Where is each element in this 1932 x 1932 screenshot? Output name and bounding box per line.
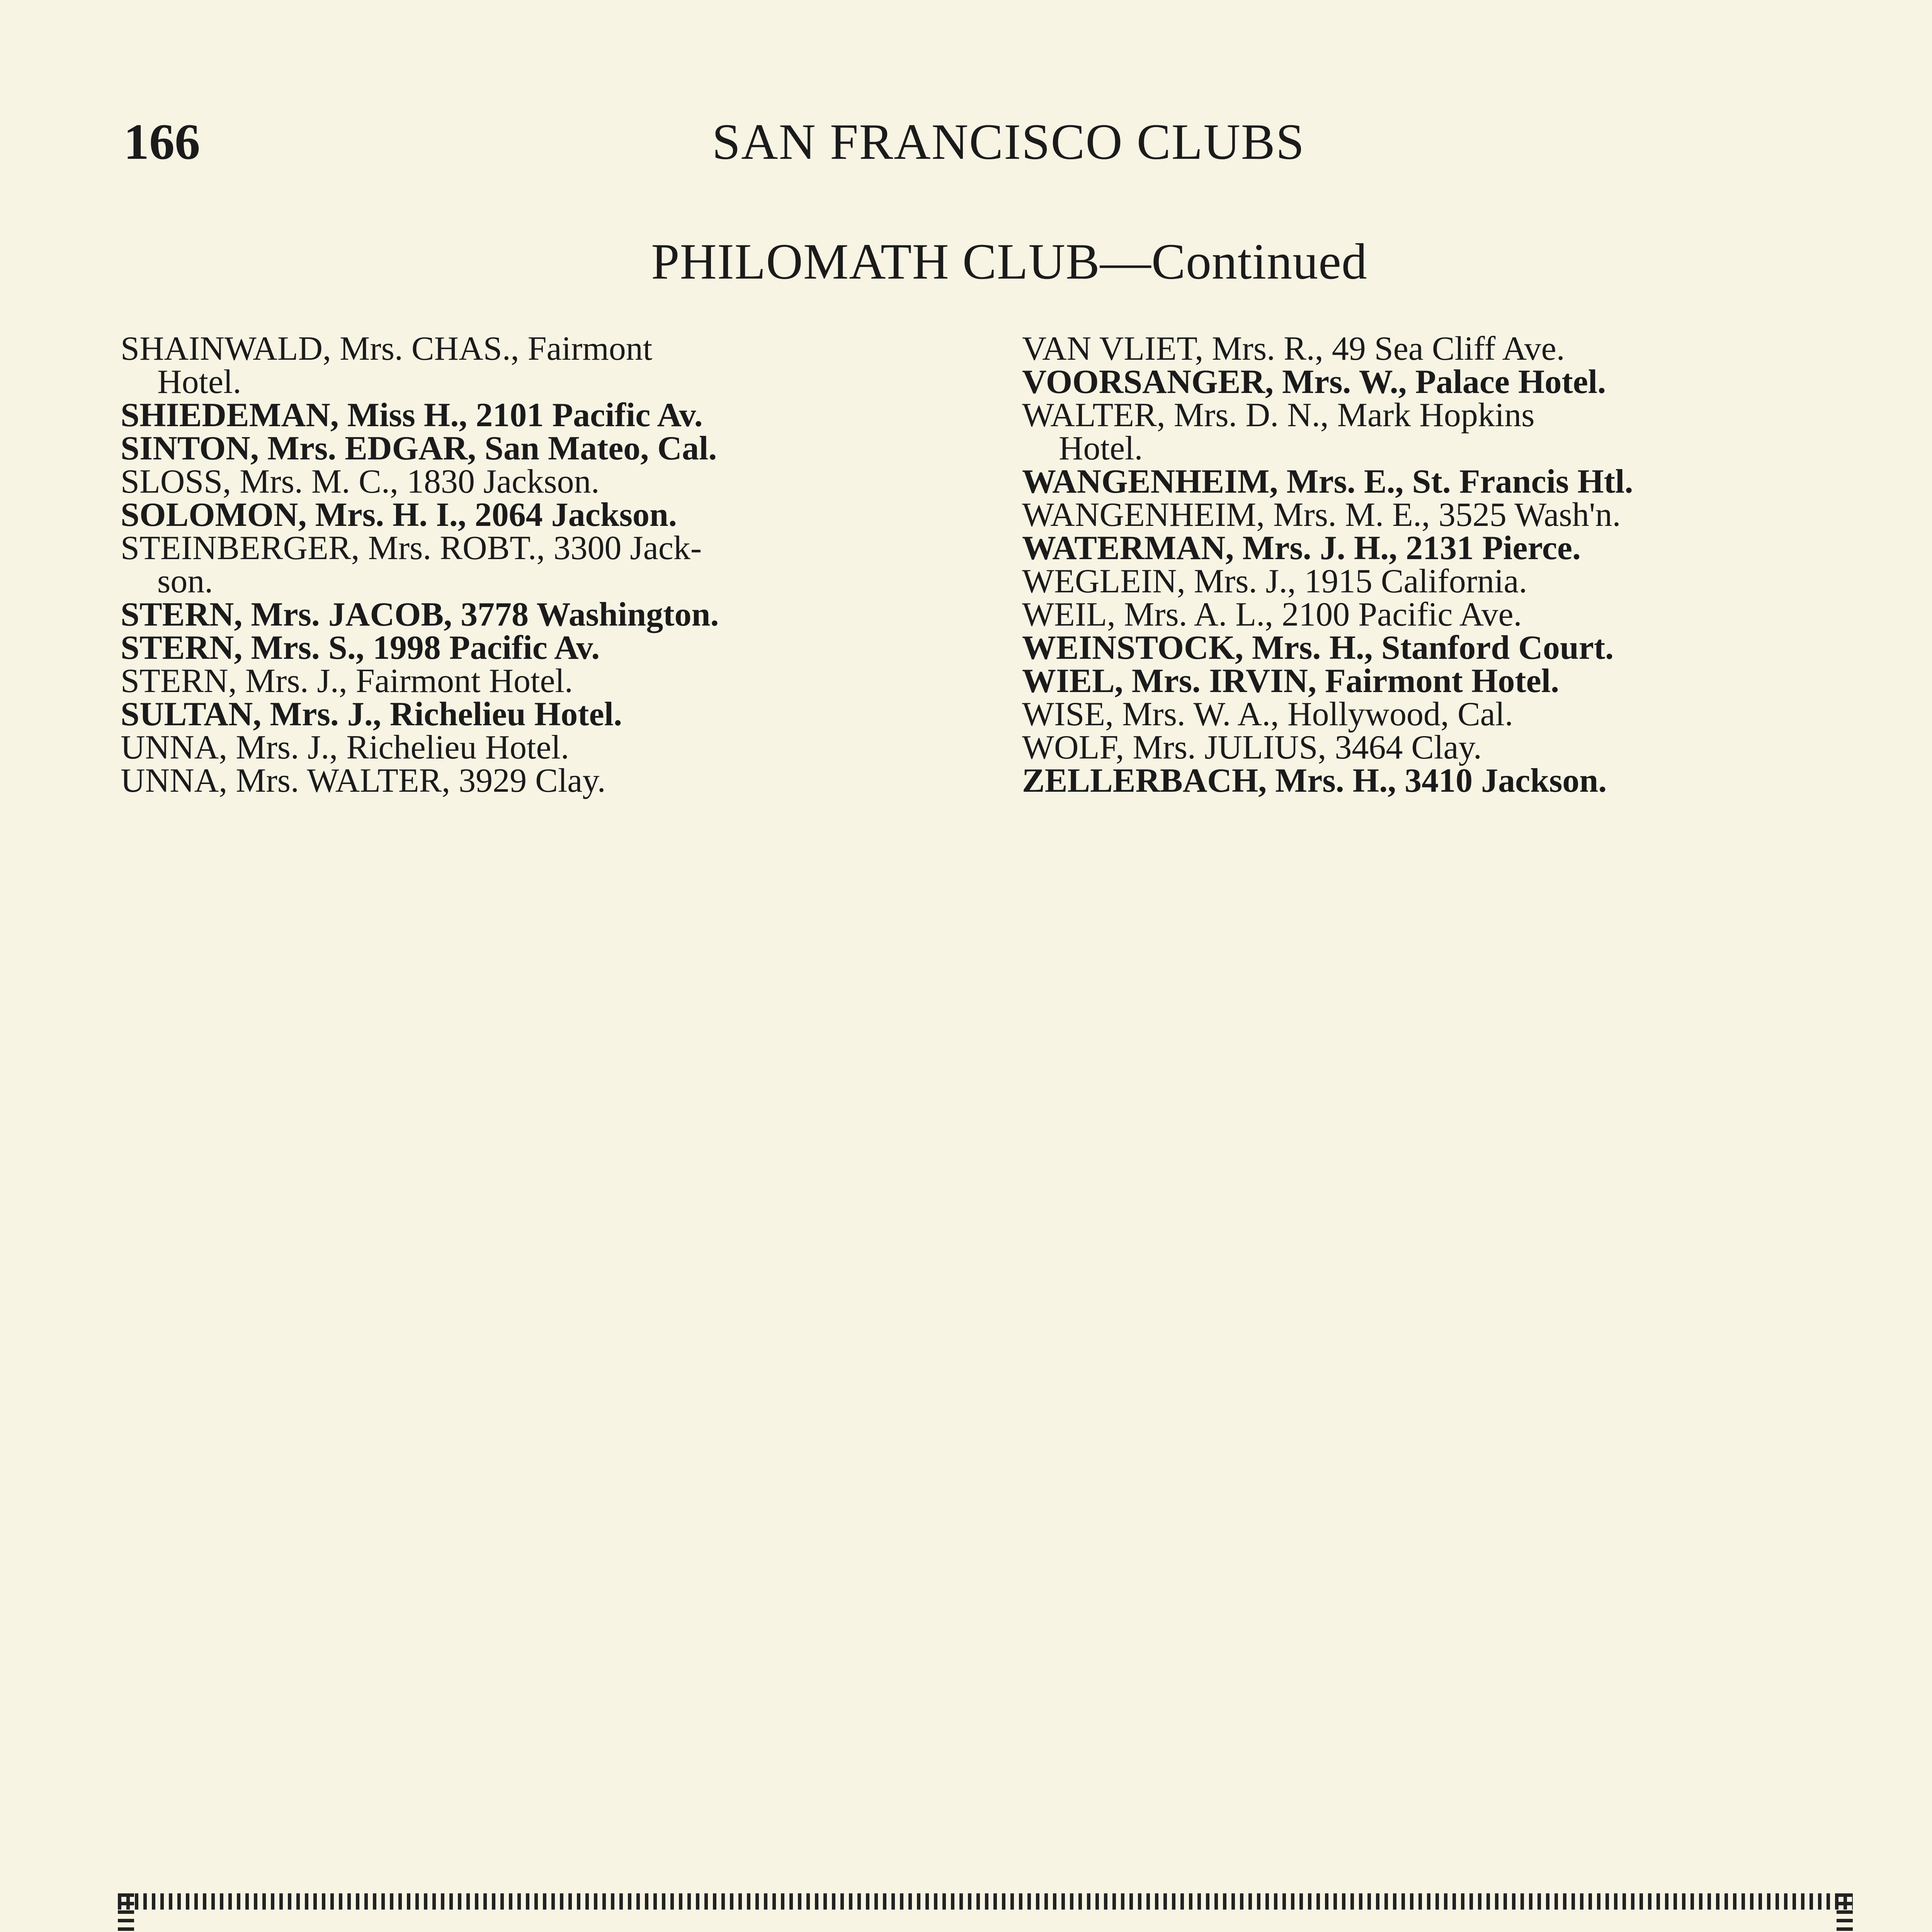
member-entry-text: SHAINWALD, Mrs. CHAS., Fairmont [121,330,653,367]
member-entry [1022,565,1888,598]
member-entry [121,598,978,631]
ad-border-top [118,1893,1853,1910]
member-entry [1022,598,1888,631]
member-entry-text: WATERMAN, Mrs. J. H., 2131 Pierce. [1022,529,1581,567]
running-title: SAN FRANCISCO CLUBS [712,113,1305,170]
member-entry-text: VOORSANGER, Mrs. W., Palace Hotel. [1022,363,1606,401]
member-entry [1022,698,1888,731]
member-entry-text: UNNA, Mrs. WALTER, 3929 Clay. [121,762,606,799]
member-entry [1022,465,1888,498]
member-entry-continuation: son. [157,563,213,600]
member-entry-text: STEINBERGER, Mrs. ROBT., 3300 Jack- [121,529,702,567]
member-entry [121,529,978,600]
member-entry [121,662,978,700]
member-entry [1022,662,1888,700]
member-entry-text: WANGENHEIM, Mrs. E., St. Francis Htl. [1022,463,1633,500]
member-entry [121,764,978,798]
members-list-left [121,332,978,798]
member-entry [1022,396,1888,467]
member-entry-text: WISE, Mrs. W. A., Hollywood, Cal. [1022,696,1514,733]
member-entry [121,465,978,498]
member-entry-continuation: Hotel. [157,363,242,401]
member-entry-text: SINTON, Mrs. EDGAR, San Mateo, Cal. [121,430,717,467]
member-entry-text: STERN, Mrs. S., 1998 Pacific Av. [121,629,600,667]
member-entry [1022,332,1888,366]
member-entry [121,631,978,665]
member-entry-text: ZELLERBACH, Mrs. H., 3410 Jackson. [1022,762,1607,799]
member-entry-text: WEINSTOCK, Mrs. H., Stanford Court. [1022,629,1614,667]
members-list-right [1022,332,1888,798]
member-entry-text: WANGENHEIM, Mrs. M. E., 3525 Wash'n. [1022,496,1621,534]
member-entry-text: VAN VLIET, Mrs. R., 49 Sea Cliff Ave. [1022,330,1565,367]
member-entry [121,698,978,731]
member-entry [1022,764,1888,798]
member-entry [121,731,978,764]
member-entry-text: SLOSS, Mrs. M. C., 1830 Jackson. [121,463,600,500]
member-entry-text: UNNA, Mrs. J., Richelieu Hotel. [121,729,569,766]
member-entry-text: WOLF, Mrs. JULIUS, 3464 Clay. [1022,729,1482,766]
member-entry-text: STERN, Mrs. J., Fairmont Hotel. [121,662,573,700]
ad-border-left [118,1893,134,1932]
member-entry-text: WIEL, Mrs. IRVIN, Fairmont Hotel. [1022,662,1560,700]
member-entry [1022,731,1888,764]
member-entry-text: WEIL, Mrs. A. L., 2100 Pacific Ave. [1022,596,1522,633]
member-entry-text: SHIEDEMAN, Miss H., 2101 Pacific Av. [121,396,703,434]
school-advertisement [118,1893,1853,1932]
member-entry [1022,529,1888,567]
member-entry [121,332,978,399]
member-entry [121,396,978,434]
member-entry-text: SOLOMON, Mrs. H. I., 2064 Jackson. [121,496,677,534]
member-entry [1022,631,1888,665]
ad-border-right [1837,1893,1853,1932]
member-entry-text: WEGLEIN, Mrs. J., 1915 California. [1022,563,1527,600]
section-title: PHILOMATH CLUB—Continued [651,233,1367,290]
member-entry-continuation: Hotel. [1059,430,1143,467]
member-entry-text: STERN, Mrs. JACOB, 3778 Washington. [121,596,719,633]
member-entry [121,498,978,532]
member-entry-text: WALTER, Mrs. D. N., Mark Hopkins [1022,396,1535,434]
member-entry [1022,363,1888,401]
member-entry [1022,498,1888,532]
member-entry-text: SULTAN, Mrs. J., Richelieu Hotel. [121,696,622,733]
member-entry [121,432,978,465]
page-number: 166 [124,113,200,170]
page-header [124,112,1893,189]
